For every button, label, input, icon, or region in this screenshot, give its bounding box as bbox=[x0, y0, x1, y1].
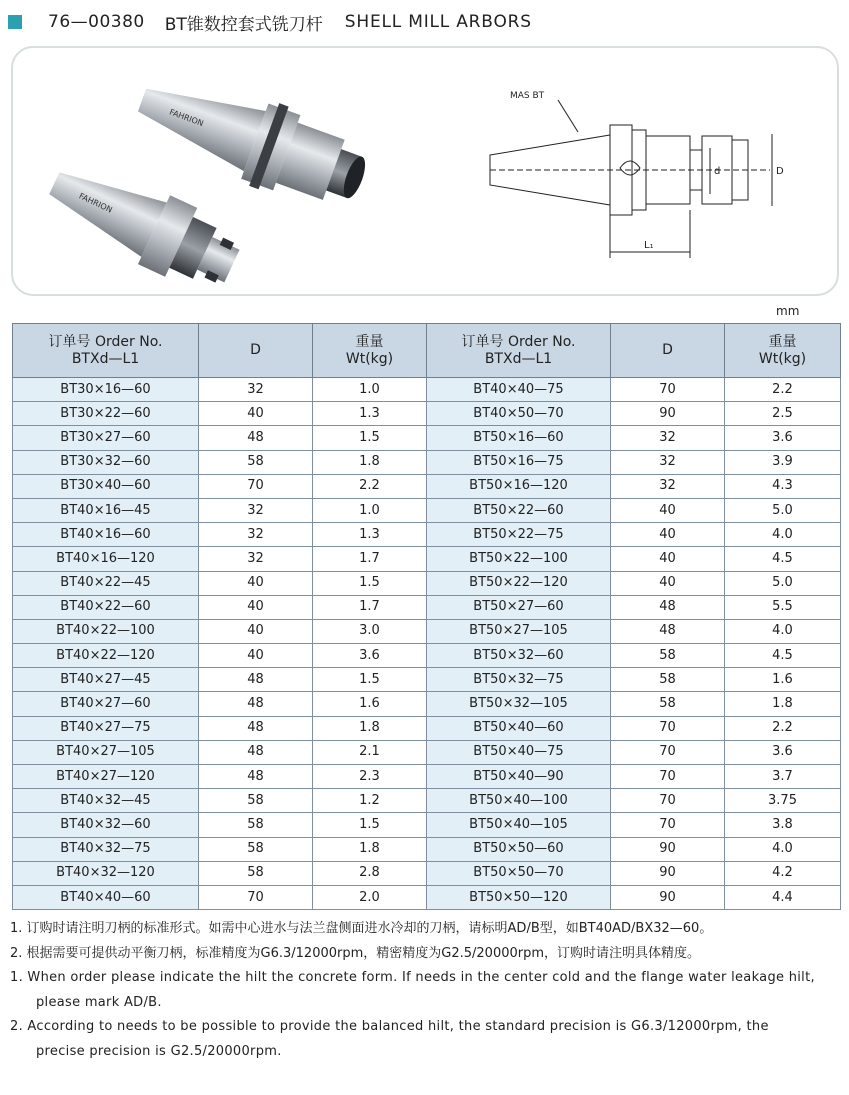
weight-cell: 1.5 bbox=[313, 571, 427, 595]
weight-cell: 1.5 bbox=[313, 426, 427, 450]
title-english: SHELL MILL ARBORS bbox=[344, 12, 532, 32]
d-cell: 70 bbox=[611, 740, 725, 764]
d-cell: 48 bbox=[199, 668, 313, 692]
order-no-cell: BT40×16—60 bbox=[13, 523, 199, 547]
order-no-cell: BT50×27—105 bbox=[427, 619, 611, 643]
weight-cell: 3.8 bbox=[725, 813, 841, 837]
order-no-cell: BT50×16—60 bbox=[427, 426, 611, 450]
d-cell: 32 bbox=[199, 523, 313, 547]
order-no-cell: BT50×22—60 bbox=[427, 498, 611, 522]
table-row bbox=[13, 426, 841, 450]
d-cell: 70 bbox=[611, 765, 725, 789]
note-en-2b: precise precision is G2.5/20000rpm. bbox=[36, 1043, 282, 1059]
table-row bbox=[13, 571, 841, 595]
order-no-cell: BT50×40—90 bbox=[427, 765, 611, 789]
d-cell: 32 bbox=[199, 378, 313, 402]
order-no-cell: BT40×32—120 bbox=[13, 861, 199, 885]
weight-cell: 2.2 bbox=[313, 474, 427, 498]
table-row bbox=[13, 474, 841, 498]
weight-cell: 1.5 bbox=[313, 813, 427, 837]
d-cell: 90 bbox=[611, 885, 725, 909]
d-cell: 70 bbox=[611, 378, 725, 402]
table-row bbox=[13, 861, 841, 885]
weight-cell: 1.8 bbox=[725, 692, 841, 716]
d-cell: 48 bbox=[199, 692, 313, 716]
d-cell: 40 bbox=[199, 619, 313, 643]
d-cell: 48 bbox=[611, 595, 725, 619]
d-cell: 58 bbox=[199, 813, 313, 837]
order-no-cell: BT50×22—100 bbox=[427, 547, 611, 571]
order-no-cell: BT40×27—60 bbox=[13, 692, 199, 716]
d-cell: 32 bbox=[611, 426, 725, 450]
d-cell: 32 bbox=[199, 547, 313, 571]
weight-cell: 3.0 bbox=[313, 619, 427, 643]
technical-drawing bbox=[470, 60, 800, 251]
table-row bbox=[13, 668, 841, 692]
order-no-cell: BT50×22—75 bbox=[427, 523, 611, 547]
order-no-cell: BT40×16—45 bbox=[13, 498, 199, 522]
d-cell: 70 bbox=[611, 813, 725, 837]
brand-label: FAHRION bbox=[168, 107, 205, 129]
title-chinese: BT锥数控套式铣刀杆 bbox=[164, 14, 323, 35]
weight-cell: 4.5 bbox=[725, 547, 841, 571]
d-cell: 32 bbox=[611, 450, 725, 474]
section-marker bbox=[8, 15, 22, 29]
d-cell: 70 bbox=[611, 716, 725, 740]
order-no-cell: BT40×40—75 bbox=[427, 378, 611, 402]
order-no-cell: BT50×16—75 bbox=[427, 450, 611, 474]
header-weight: 重量 Wt(kg) bbox=[313, 324, 427, 378]
l1-label: L₁ bbox=[644, 240, 654, 251]
order-no-cell: BT50×32—60 bbox=[427, 644, 611, 668]
note-en-2a: 2. According to needs to be possible to provide the balanced hilt, the standard precision is G6.3/12000rpm, the bbox=[10, 1019, 769, 1034]
header-d: D bbox=[199, 324, 313, 378]
weight-cell: 4.0 bbox=[725, 523, 841, 547]
order-no-cell: BT40×50—70 bbox=[427, 402, 611, 426]
weight-cell: 1.7 bbox=[313, 547, 427, 571]
order-no-cell: BT40×32—75 bbox=[13, 837, 199, 861]
weight-cell: 4.4 bbox=[725, 885, 841, 909]
order-no-cell: BT50×40—105 bbox=[427, 813, 611, 837]
brand-label-2: FAHRION bbox=[77, 191, 114, 215]
order-no-cell: BT50×22—120 bbox=[427, 571, 611, 595]
order-no-cell: BT40×16—120 bbox=[13, 547, 199, 571]
table-row bbox=[13, 885, 841, 909]
table-row bbox=[13, 644, 841, 668]
d-cell: 48 bbox=[611, 619, 725, 643]
weight-cell: 1.8 bbox=[313, 837, 427, 861]
d-cell: 70 bbox=[611, 789, 725, 813]
order-no-cell: BT30×32—60 bbox=[13, 450, 199, 474]
order-no-cell: BT40×22—60 bbox=[13, 595, 199, 619]
notes bbox=[10, 917, 840, 1064]
d-cell: 70 bbox=[199, 474, 313, 498]
d-cell: 40 bbox=[199, 644, 313, 668]
order-no-cell: BT40×22—120 bbox=[13, 644, 199, 668]
table-row bbox=[13, 619, 841, 643]
note-en-1a: 1. When order please indicate the hilt the concrete form. If needs in the center cold and the flange water leakage hilt, bbox=[10, 970, 815, 985]
order-no-cell: BT50×50—120 bbox=[427, 885, 611, 909]
weight-cell: 1.8 bbox=[313, 716, 427, 740]
table-row bbox=[13, 547, 841, 571]
weight-cell: 1.5 bbox=[313, 668, 427, 692]
table-row bbox=[13, 813, 841, 837]
weight-cell: 1.6 bbox=[313, 692, 427, 716]
d-cell: 32 bbox=[199, 498, 313, 522]
header-order-no-2: 订单号 Order No. BTXd—L1 bbox=[427, 324, 611, 378]
order-no-cell: BT30×27—60 bbox=[13, 426, 199, 450]
note-cn-1: 1. 订购时请注明刀柄的标准形式。如需中心进水与法兰盘侧面进水冷却的刀柄，请标明AD/B型，如BT40AD/BX32—60。 bbox=[10, 921, 713, 936]
d-cell: 40 bbox=[611, 547, 725, 571]
table-row bbox=[13, 837, 841, 861]
weight-cell: 2.1 bbox=[313, 740, 427, 764]
d-small-label: d bbox=[714, 166, 721, 177]
weight-cell: 2.5 bbox=[725, 402, 841, 426]
table-row bbox=[13, 789, 841, 813]
header-d-2: D bbox=[611, 324, 725, 378]
order-no-cell: BT40×27—75 bbox=[13, 716, 199, 740]
order-no-cell: BT40×27—105 bbox=[13, 740, 199, 764]
weight-cell: 1.7 bbox=[313, 595, 427, 619]
weight-cell: 2.3 bbox=[313, 765, 427, 789]
order-no-cell: BT50×40—75 bbox=[427, 740, 611, 764]
order-no-cell: BT40×27—45 bbox=[13, 668, 199, 692]
weight-cell: 3.7 bbox=[725, 765, 841, 789]
weight-cell: 3.6 bbox=[725, 426, 841, 450]
note-en-1b: please mark AD/B. bbox=[36, 994, 162, 1010]
order-no-cell: BT40×22—100 bbox=[13, 619, 199, 643]
product-photo bbox=[27, 56, 387, 288]
order-no-cell: BT40×32—60 bbox=[13, 813, 199, 837]
header-order-no: 订单号 Order No. BTXd—L1 bbox=[13, 324, 199, 378]
d-cell: 40 bbox=[199, 402, 313, 426]
d-cell: 48 bbox=[199, 740, 313, 764]
table-row bbox=[13, 740, 841, 764]
weight-cell: 4.3 bbox=[725, 474, 841, 498]
table-row bbox=[13, 498, 841, 522]
weight-cell: 5.0 bbox=[725, 571, 841, 595]
weight-cell: 5.0 bbox=[725, 498, 841, 522]
order-no-cell: BT30×40—60 bbox=[13, 474, 199, 498]
order-no-cell: BT30×16—60 bbox=[13, 378, 199, 402]
d-cell: 48 bbox=[199, 426, 313, 450]
d-cell: 32 bbox=[611, 474, 725, 498]
order-no-cell: BT50×40—60 bbox=[427, 716, 611, 740]
d-cell: 90 bbox=[611, 402, 725, 426]
weight-cell: 1.3 bbox=[313, 402, 427, 426]
table-row bbox=[13, 402, 841, 426]
weight-cell: 1.6 bbox=[725, 668, 841, 692]
weight-cell: 1.0 bbox=[313, 378, 427, 402]
d-cell: 58 bbox=[199, 861, 313, 885]
order-no-cell: BT40×40—60 bbox=[13, 885, 199, 909]
weight-cell: 3.6 bbox=[313, 644, 427, 668]
d-cell: 58 bbox=[611, 644, 725, 668]
weight-cell: 3.6 bbox=[725, 740, 841, 764]
weight-cell: 4.2 bbox=[725, 861, 841, 885]
d-cell: 58 bbox=[199, 789, 313, 813]
weight-cell: 3.9 bbox=[725, 450, 841, 474]
weight-cell: 2.8 bbox=[313, 861, 427, 885]
order-no-cell: BT30×22—60 bbox=[13, 402, 199, 426]
order-no-cell: BT50×32—105 bbox=[427, 692, 611, 716]
weight-cell: 3.75 bbox=[725, 789, 841, 813]
unit-label: mm bbox=[776, 304, 800, 318]
d-cell: 58 bbox=[199, 837, 313, 861]
order-no-cell: BT50×50—60 bbox=[427, 837, 611, 861]
product-code: 76—00380 bbox=[48, 12, 145, 32]
d-cell: 58 bbox=[611, 692, 725, 716]
table-row bbox=[13, 692, 841, 716]
table-row bbox=[13, 523, 841, 547]
mas-bt-label: MAS BT bbox=[510, 91, 545, 101]
weight-cell: 2.2 bbox=[725, 378, 841, 402]
table-row bbox=[13, 595, 841, 619]
weight-cell: 2.0 bbox=[313, 885, 427, 909]
weight-cell: 1.0 bbox=[313, 498, 427, 522]
d-cell: 48 bbox=[199, 716, 313, 740]
table-row bbox=[13, 765, 841, 789]
order-no-cell: BT50×50—70 bbox=[427, 861, 611, 885]
weight-cell: 4.0 bbox=[725, 619, 841, 643]
weight-cell: 2.2 bbox=[725, 716, 841, 740]
order-no-cell: BT50×32—75 bbox=[427, 668, 611, 692]
weight-cell: 1.8 bbox=[313, 450, 427, 474]
weight-cell: 4.5 bbox=[725, 644, 841, 668]
table-header-row bbox=[13, 324, 841, 378]
weight-cell: 4.0 bbox=[725, 837, 841, 861]
d-cell: 40 bbox=[611, 523, 725, 547]
d-big-label: D bbox=[776, 166, 784, 177]
d-cell: 40 bbox=[611, 571, 725, 595]
d-cell: 40 bbox=[199, 595, 313, 619]
order-no-cell: BT50×27—60 bbox=[427, 595, 611, 619]
note-cn-2: 2. 根据需要可提供动平衡刀柄，标准精度为G6.3/12000rpm，精密精度为G2.5/20000rpm，订购时请注明具体精度。 bbox=[10, 945, 701, 961]
d-cell: 40 bbox=[611, 498, 725, 522]
spec-table bbox=[12, 323, 841, 910]
table-row bbox=[13, 378, 841, 402]
order-no-cell: BT50×40—100 bbox=[427, 789, 611, 813]
table-row bbox=[13, 450, 841, 474]
d-cell: 48 bbox=[199, 765, 313, 789]
weight-cell: 5.5 bbox=[725, 595, 841, 619]
d-cell: 58 bbox=[611, 668, 725, 692]
table-row bbox=[13, 716, 841, 740]
d-cell: 90 bbox=[611, 837, 725, 861]
weight-cell: 1.3 bbox=[313, 523, 427, 547]
d-cell: 70 bbox=[199, 885, 313, 909]
d-cell: 58 bbox=[199, 450, 313, 474]
header bbox=[8, 8, 532, 36]
order-no-cell: BT50×16—120 bbox=[427, 474, 611, 498]
d-cell: 90 bbox=[611, 861, 725, 885]
header-weight-2: 重量 Wt(kg) bbox=[725, 324, 841, 378]
order-no-cell: BT40×32—45 bbox=[13, 789, 199, 813]
order-no-cell: BT40×27—120 bbox=[13, 765, 199, 789]
d-cell: 40 bbox=[199, 571, 313, 595]
order-no-cell: BT40×22—45 bbox=[13, 571, 199, 595]
weight-cell: 1.2 bbox=[313, 789, 427, 813]
